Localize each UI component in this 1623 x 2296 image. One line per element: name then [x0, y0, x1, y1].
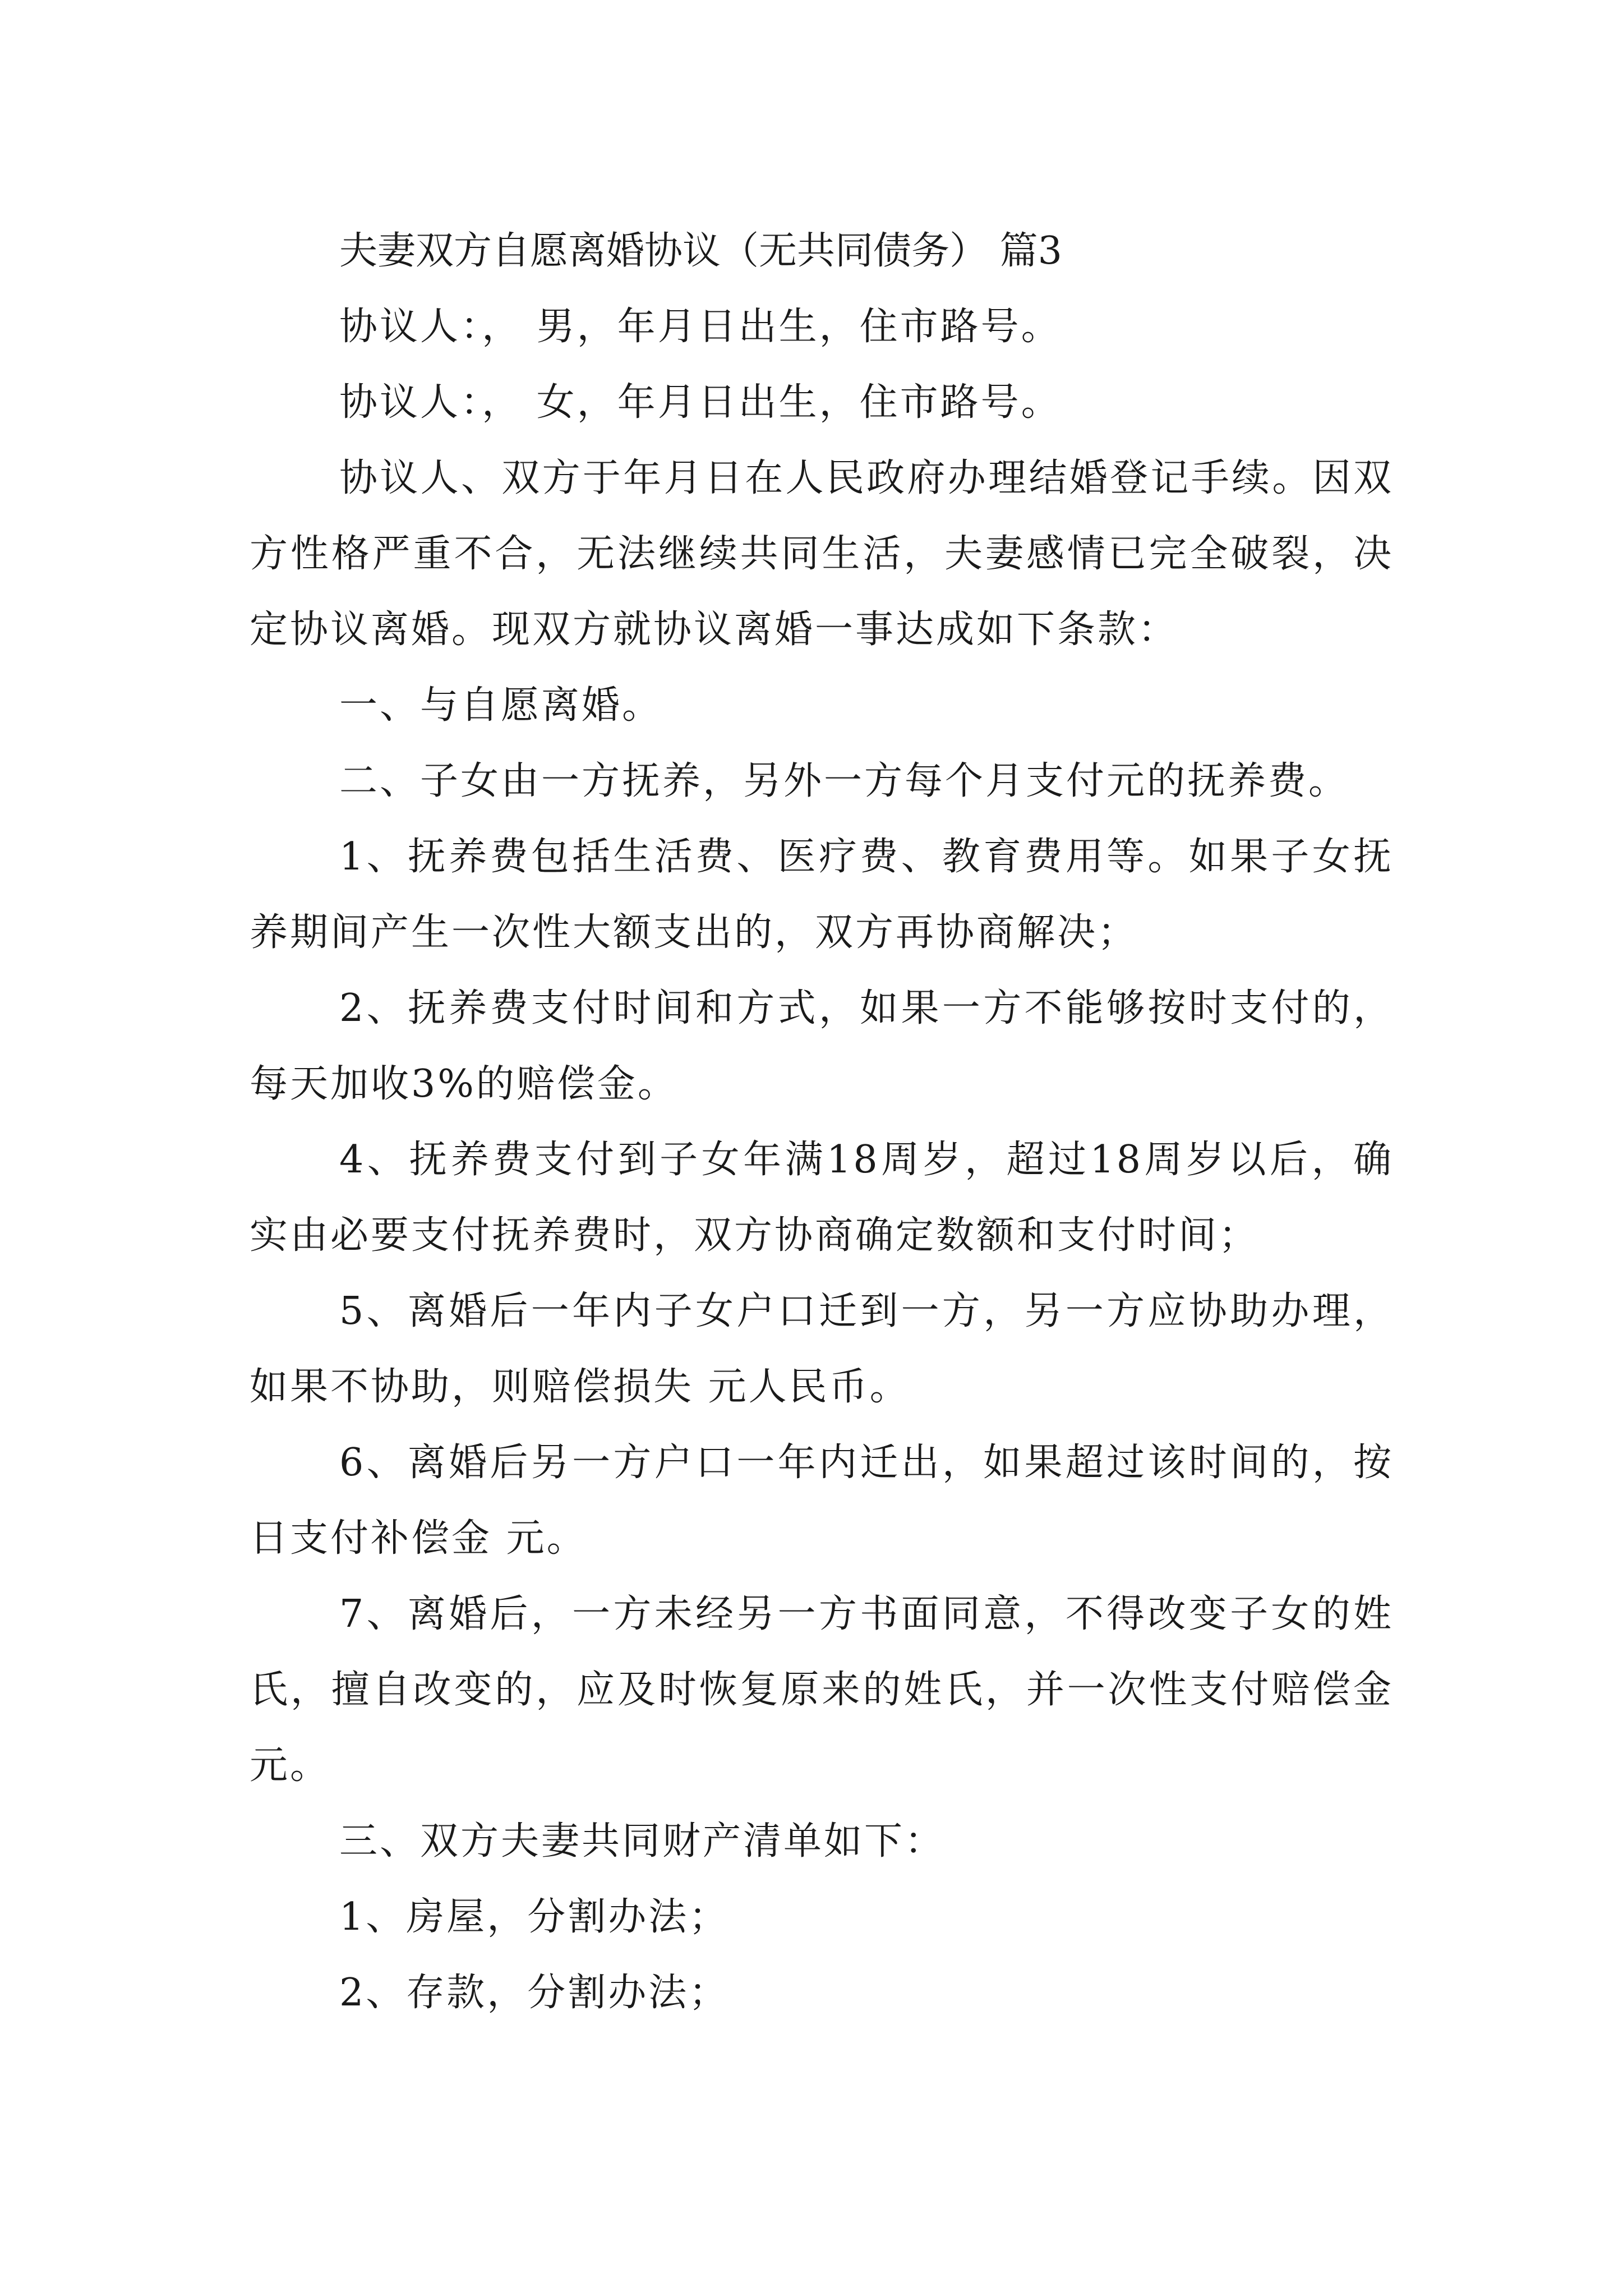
clause-2-item-4: 4、抚养费支付到子女年满18周岁，超过18周岁以后，确实由必要支付抚养费时，双方协商确定数额和支付时间；: [250, 1138, 1394, 1258]
clause-3: 三、双方夫妻共同财产清单如下：: [339, 1819, 946, 1864]
document-page: [250, 213, 1394, 2031]
clause-2: 二、子女由一方抚养，另外一方每个月支付元的抚养费。: [339, 759, 1349, 803]
clause-1: 一、与自愿离婚。: [339, 683, 663, 728]
party-2-line: 协议人：， 女，年月日出生，住市路号。: [339, 380, 1062, 425]
preamble-paragraph: 协议人、双方于年月日在人民政府办理结婚登记手续。因双方性格严重不合，无法继续共同生活，夫妻感情已完全破裂，决定协议离婚。现双方就协议离婚一事达成如下条款：: [250, 456, 1394, 652]
document-title: 夫妻双方自愿离婚协议（无共同债务） 篇3: [339, 229, 1062, 273]
party-1-line: 协议人：， 男，年月日出生，住市路号。: [339, 305, 1062, 349]
clause-3-item-2: 2、存款，分割办法；: [339, 1971, 730, 2015]
clause-2-item-1: 1、抚养费包括生活费、医疗费、教育费用等。如果子女抚养期间产生一次性大额支出的，双方再协商解决；: [250, 835, 1394, 955]
clause-2-item-7: 7、离婚后，一方未经另一方书面同意，不得改变子女的姓氏，擅自改变的，应及时恢复原来的姓氏，并一次性支付赔偿金 元。: [250, 1592, 1394, 1788]
clause-2-item-6: 6、离婚后另一方户口一年内迁出，如果超过该时间的，按日支付补偿金 元。: [250, 1441, 1394, 1561]
clause-2-item-2: 2、抚养费支付时间和方式，如果一方不能够按时支付的，每天加收3%的赔偿金。: [250, 986, 1394, 1106]
clause-3-item-1: 1、房屋，分割办法；: [339, 1895, 730, 1939]
clause-2-item-5: 5、离婚后一年内子女户口迁到一方，另一方应协助办理，如果不协助，则赔偿损失 元人民币。: [250, 1289, 1394, 1409]
